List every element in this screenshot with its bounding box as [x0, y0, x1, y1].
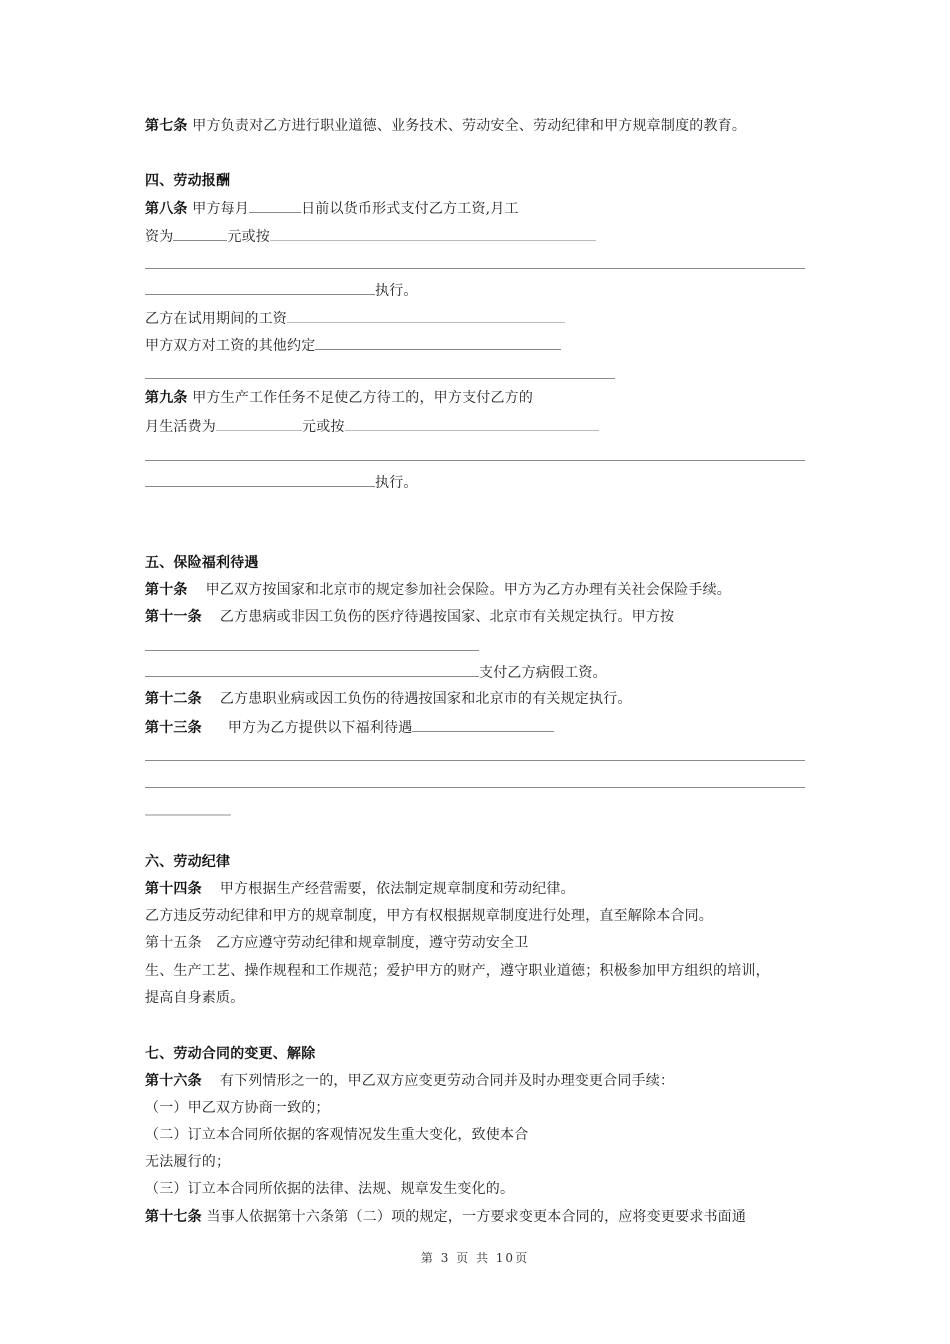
- article-13: [145, 717, 554, 737]
- article-text: 资为: [145, 229, 174, 245]
- article-text: 甲方根据生产经营需要，依法制定规章制度和劳动纪律。: [219, 881, 575, 897]
- blank-field[interactable]: [287, 308, 565, 323]
- article-text: 甲方负责对乙方进行职业道德、业务技术、劳动安全、劳动纪律和甲方规章制度的教育。: [192, 118, 747, 134]
- blank-line[interactable]: [145, 378, 615, 379]
- blank-field[interactable]: [216, 416, 302, 431]
- article-text: 执行。: [375, 283, 418, 299]
- article-label: 第十一条: [145, 609, 202, 625]
- article-text: 当事人依据第十六条第（二）项的规定，一方要求变更本合同的，应将变更要求书面通: [206, 1209, 747, 1225]
- article-text: 乙方在试用期间的工资: [145, 311, 287, 327]
- article-text: 甲方每月: [192, 201, 250, 217]
- article-text: 甲方为乙方提供以下福利待遇: [227, 720, 413, 736]
- section-heading-4: 四、劳动报酬: [145, 173, 231, 189]
- article-8-line-2: [145, 226, 596, 246]
- article-label: 第十二条: [145, 691, 202, 707]
- blank-field[interactable]: [173, 226, 227, 241]
- blank-field[interactable]: [412, 717, 554, 732]
- article-text: 元或按: [302, 419, 345, 435]
- blank-field[interactable]: [315, 335, 561, 350]
- blank-field[interactable]: [249, 198, 301, 213]
- article-15-line-3: 提高自身素质。: [145, 990, 245, 1006]
- article-label: 第七条: [145, 118, 188, 134]
- article-16-item-2: （二）订立本合同所依据的客观情况发生重大变化，致使本合: [145, 1127, 529, 1143]
- article-label: 第十七条: [145, 1209, 202, 1225]
- article-7: [145, 117, 746, 135]
- article-8-other: [145, 335, 561, 355]
- article-label: 第十四条: [145, 881, 202, 897]
- article-text: 元或按: [227, 229, 271, 245]
- article-8-line-1: [145, 198, 519, 218]
- section-heading-5: 五、保险福利待遇: [145, 555, 259, 571]
- section-heading-7: 七、劳动合同的变更、解除: [145, 1046, 316, 1062]
- article-text: 支付乙方病假工资。: [479, 665, 607, 681]
- blank-field[interactable]: [145, 472, 375, 487]
- section-heading-6: 六、劳动纪律: [145, 854, 231, 870]
- blank-line[interactable]: [145, 787, 805, 788]
- blank-line[interactable]: [145, 268, 805, 269]
- blank-line[interactable]: [145, 814, 231, 816]
- article-11-line-3: [145, 662, 607, 682]
- article-14-line-2: 乙方违反劳动纪律和甲方的规章制度，甲方有权根据规章制度进行处理，直至解除本合同。: [145, 908, 713, 924]
- article-text: 甲乙双方按国家和北京市的规定参加社会保险。甲方为乙方办理有关社会保险手续。: [205, 582, 732, 598]
- article-15-line-2: 生、生产工艺、操作规程和工作规范；爱护甲方的财产，遵守职业道德；积极参加甲方组织的培训，: [145, 963, 770, 979]
- article-label: 第十条: [145, 582, 188, 598]
- article-11: [145, 608, 674, 626]
- article-8-line-4: [145, 280, 418, 300]
- article-text: 执行。: [375, 475, 418, 491]
- blank-field[interactable]: [145, 280, 375, 295]
- article-text: 甲方生产工作任务不足使乙方待工的，甲方支付乙方的: [192, 390, 534, 406]
- article-text: 乙方患病或非因工负伤的医疗待遇按国家、北京市有关规定执行。甲方按: [219, 609, 675, 625]
- article-9-line-2: [145, 416, 599, 436]
- article-text: 甲方双方对工资的其他约定: [145, 338, 316, 354]
- article-text: 日前以货币形式支付乙方工资,月工: [301, 201, 519, 217]
- article-text: 有下列情形之一的，甲乙双方应变更劳动合同并及时办理变更合同手续：: [219, 1073, 675, 1089]
- article-16-item-3: （三）订立本合同所依据的法律、法规、规章发生变化的。: [145, 1181, 515, 1197]
- article-12: [145, 690, 632, 708]
- article-16: [145, 1072, 674, 1090]
- article-16-item-2-cont: 无法履行的；: [145, 1154, 231, 1170]
- blank-field[interactable]: [270, 226, 596, 241]
- article-label: 第九条: [145, 390, 188, 406]
- article-16-item-1: （一）甲乙双方协商一致的；: [145, 1100, 330, 1116]
- blank-line[interactable]: [145, 760, 805, 761]
- article-9-line-4: [145, 472, 418, 492]
- blank-line[interactable]: [145, 650, 479, 651]
- article-label: 第十三条: [145, 720, 202, 736]
- article-17: [145, 1208, 746, 1226]
- article-9-line-1: [145, 389, 533, 407]
- blank-field[interactable]: [345, 416, 599, 431]
- blank-line[interactable]: [145, 460, 805, 461]
- article-15-line-1: 第十五条 乙方应遵守劳动纪律和规章制度，遵守劳动安全卫: [145, 935, 529, 951]
- page-number: 第 3 页 共 10页: [420, 1251, 530, 1265]
- article-14: [145, 880, 575, 898]
- article-label: 第十六条: [145, 1073, 202, 1089]
- article-text: 乙方患职业病或因工负伤的待遇按国家和北京市的有关规定执行。: [219, 691, 632, 707]
- article-8-probation: [145, 308, 565, 328]
- article-10: [145, 581, 731, 599]
- article-label: 第八条: [145, 201, 188, 217]
- blank-field[interactable]: [145, 662, 479, 677]
- article-text: 月生活费为: [145, 419, 216, 435]
